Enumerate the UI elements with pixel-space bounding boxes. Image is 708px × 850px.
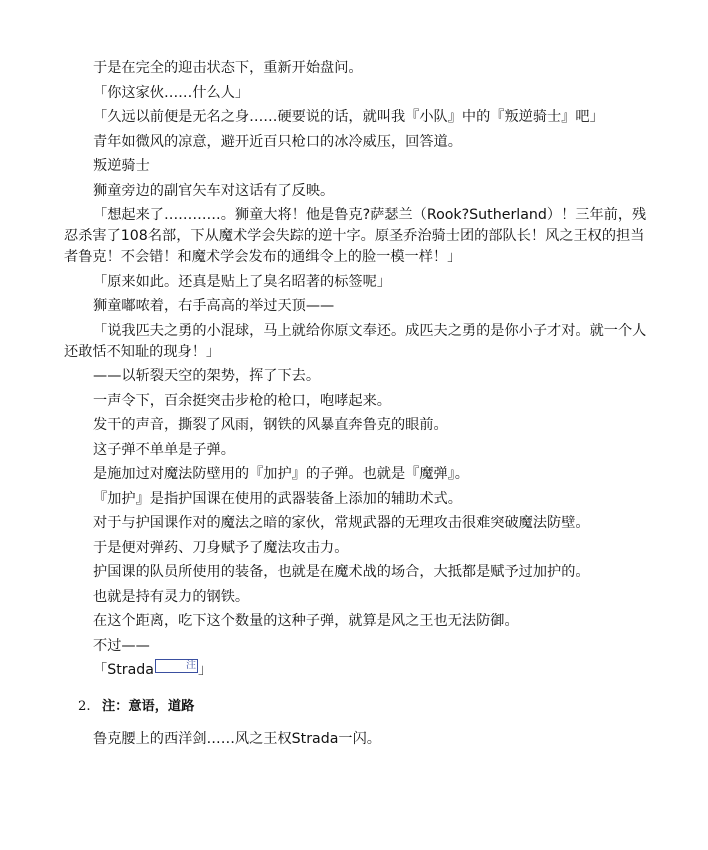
- paragraph-22: 不过——: [93, 637, 150, 654]
- paragraph-10: 「说我匹夫之勇的小混球，马上就给你原文奉还。成匹夫之勇的是你小子才对。就一个人还敢恬不知耻的现身！」: [64, 322, 647, 360]
- paragraph-20: 也就是持有灵力的钢铁。: [93, 588, 250, 605]
- strada-open: 「Strada: [93, 662, 154, 678]
- paragraph-19: 护国课的队员所使用的装备，也就是在魔术战的场合，大抵都是赋予过加护的。: [93, 564, 590, 580]
- paragraph-12: 一声令下，百余挺突击步枪的枪口，咆哮起来。: [93, 392, 391, 409]
- paragraph-last: 鲁克腰上的西洋剑……风之王权Strada一闪。: [93, 731, 381, 747]
- footnote-number: 2.: [78, 699, 91, 714]
- paragraph-1: 于是在完全的迎击状态下，重新开始盘问。: [93, 60, 363, 76]
- paragraph-13: 发干的声音，撕裂了风雨，钢铁的风暴直奔鲁克的眼前。: [93, 417, 448, 433]
- paragraph-9: 狮童嘟哝着，右手高高的举过天顶——: [93, 298, 335, 314]
- footnote: [78, 697, 654, 717]
- paragraph-17: 对于与护国课作对的魔法之暗的家伙，常规武器的无理攻击很难突破魔法防壁。: [93, 515, 590, 531]
- footnote-reference-link[interactable]: 注: [155, 659, 198, 673]
- strada-line: [64, 660, 654, 681]
- paragraph-6: 狮童旁边的副官矢车对这话有了反映。: [93, 182, 335, 199]
- paragraph-21: 在这个距离，吃下这个数量的这种子弹，就算是风之王也无法防御。: [93, 613, 519, 629]
- paragraph-8: 「原来如此。还真是贴上了臭名昭著的标签呢」: [93, 273, 391, 290]
- paragraph-3: 「久远以前便是无名之身……硬要说的话，就叫我『小队』中的『叛逆骑士』吧」: [93, 109, 604, 125]
- document-page: [64, 58, 654, 750]
- paragraph-7: 「想起来了…………。狮童大将！他是鲁克?萨瑟兰（Rook?Sutherland）！三年前，残忍杀害了108名部，下从魔术学会失踪的逆十字。原圣乔治骑士团的部队长！风之王权的担当者鲁克！不会错！和魔术学会发布的通缉令上的脸一模一样！」: [64, 207, 647, 265]
- strada-close: 」: [197, 662, 213, 678]
- paragraph-18: 于是便对弹药、刀身赋予了魔法攻击力。: [93, 539, 349, 556]
- footnote-text: 注：意语，道路: [102, 699, 195, 714]
- paragraph-5: 叛逆骑士: [93, 158, 150, 174]
- paragraph-11: ——以斩裂天空的架势，挥了下去。: [93, 368, 321, 384]
- paragraph-4: 青年如微风的凉意，避开近百只枪口的冰冷威压，回答道。: [93, 133, 462, 150]
- paragraph-15: 是施加过对魔法防壁用的『加护』的子弹。也就是『魔弹』。: [93, 466, 469, 482]
- paragraph-14: 这子弹不单单是子弹。: [93, 441, 235, 458]
- paragraph-16: 『加护』是指护国课在使用的武器装备上添加的辅助术式。: [93, 490, 462, 507]
- paragraph-2: 「你这家伙……什么人」: [93, 84, 250, 101]
